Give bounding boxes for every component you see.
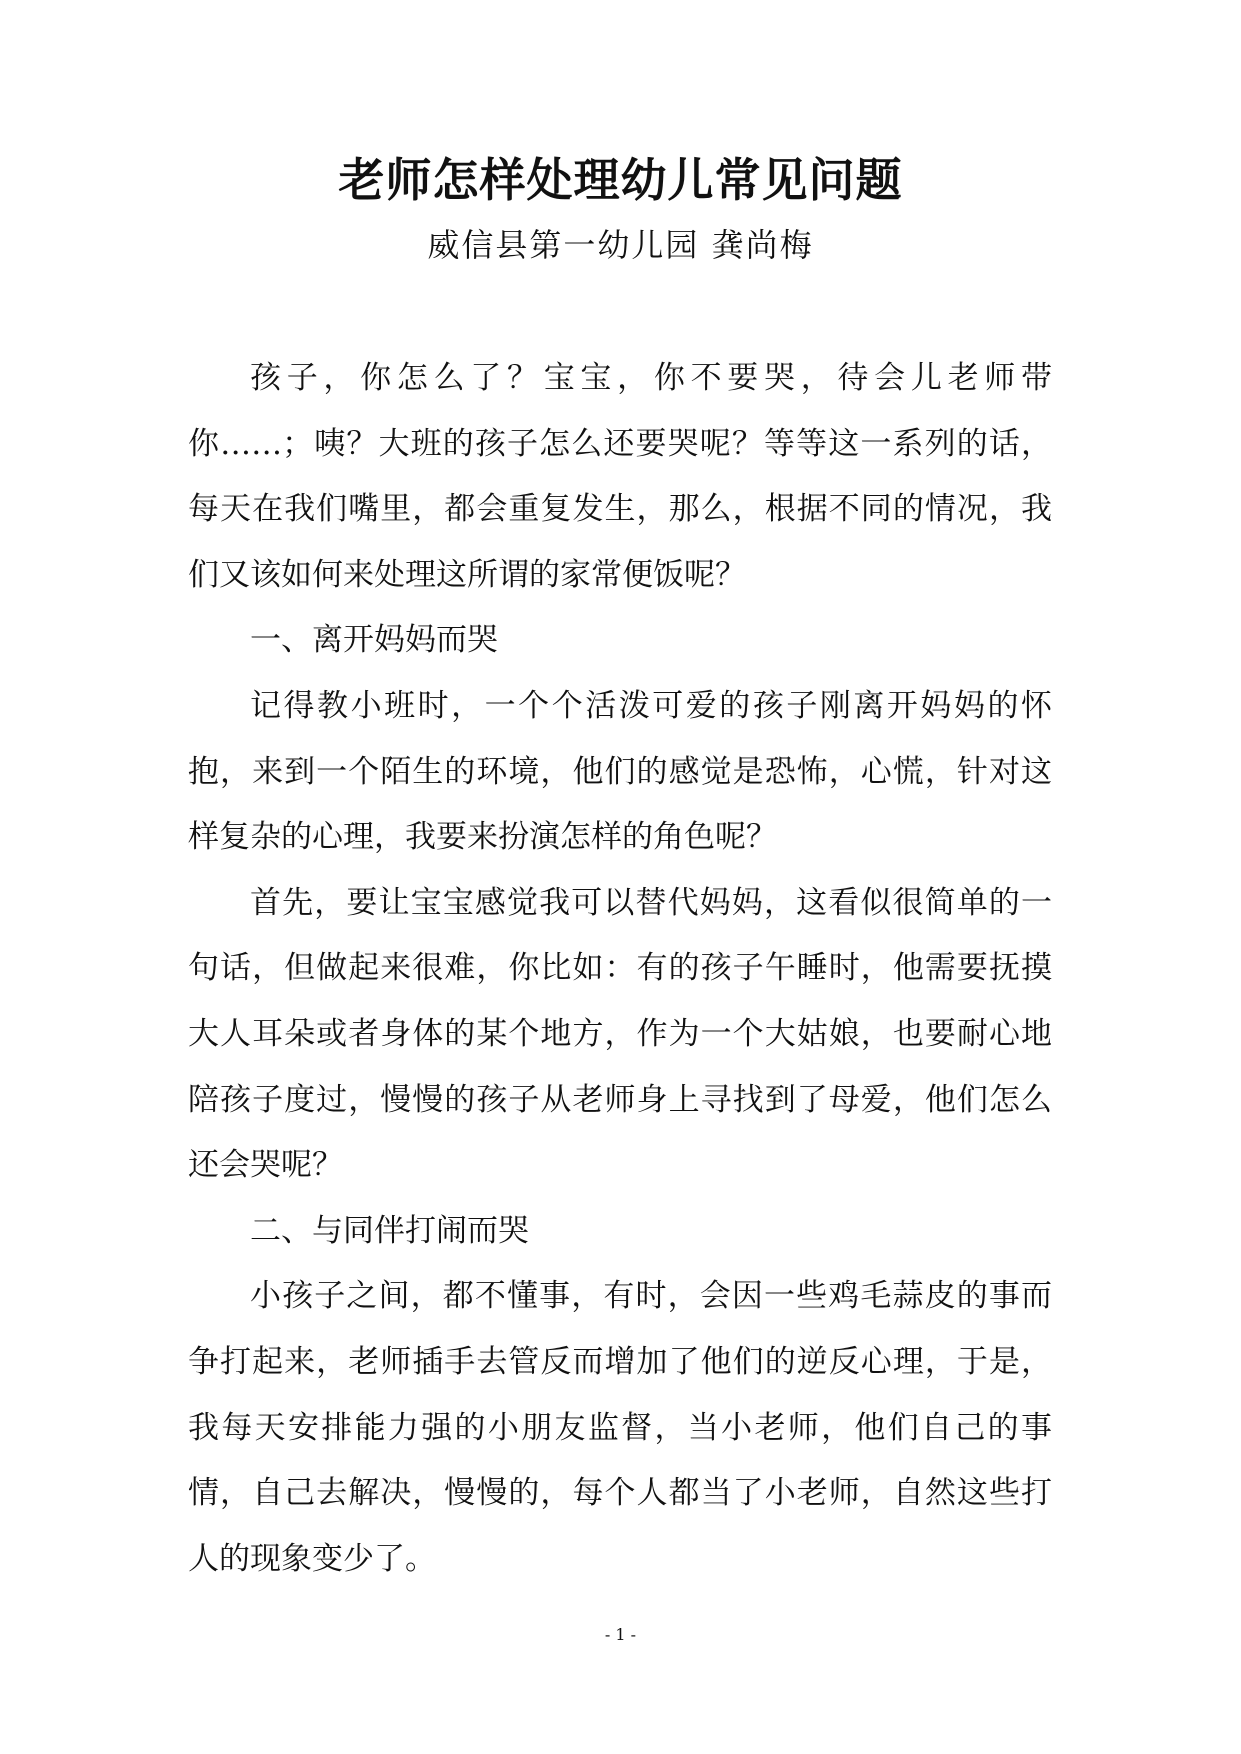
page-number: - 1 - bbox=[604, 1625, 637, 1644]
section-heading-1: 一、离开妈妈而哭 bbox=[250, 622, 498, 659]
document-body bbox=[188, 346, 1052, 1592]
paragraph-section-2: 小孩子之间，都不懂事，有时，会因一些鸡毛蒜皮的事而争打起来，老师插手去管反而增加了他们的逆反心理，于是，我每天安排能力强的小朋友监督，当小老师，他们自己的事情，自己去解决，慢慢的，每个人都当了小老师，自然这些打人的现象变少了。 bbox=[188, 1278, 1052, 1577]
section-heading-2: 二、与同伴打闹而哭 bbox=[250, 1212, 529, 1249]
paragraph-section-1-a: 记得教小班时，一个个活泼可爱的孩子刚离开妈妈的怀抱，来到一个陌生的环境，他们的感觉是恐怖，心慌，针对这样复杂的心理，我要来扮演怎样的角色呢？ bbox=[188, 687, 1052, 856]
document-title: 老师怎样处理幼儿常见问题 bbox=[338, 153, 903, 207]
author-byline: 威信县第一幼儿园 龚尚梅 bbox=[427, 226, 814, 264]
paragraph-intro: 孩子，你怎么了？宝宝，你不要哭，待会儿老师带你……；咦？大班的孩子怎么还要哭呢？等等这一系列的话，每天在我们嘴里，都会重复发生，那么，根据不同的情况，我们又该如何来处理这所谓的家常便饭呢？ bbox=[188, 360, 1052, 593]
paragraph-section-1-b: 首先，要让宝宝感觉我可以替代妈妈，这看似很简单的一句话，但做起来很难，你比如：有的孩子午睡时，他需要抚摸大人耳朵或者身体的某个地方，作为一个大姑娘，也要耐心地陪孩子度过，慢慢的孩子从老师身上寻找到了母爱，他们怎么还会哭呢？ bbox=[188, 884, 1052, 1184]
